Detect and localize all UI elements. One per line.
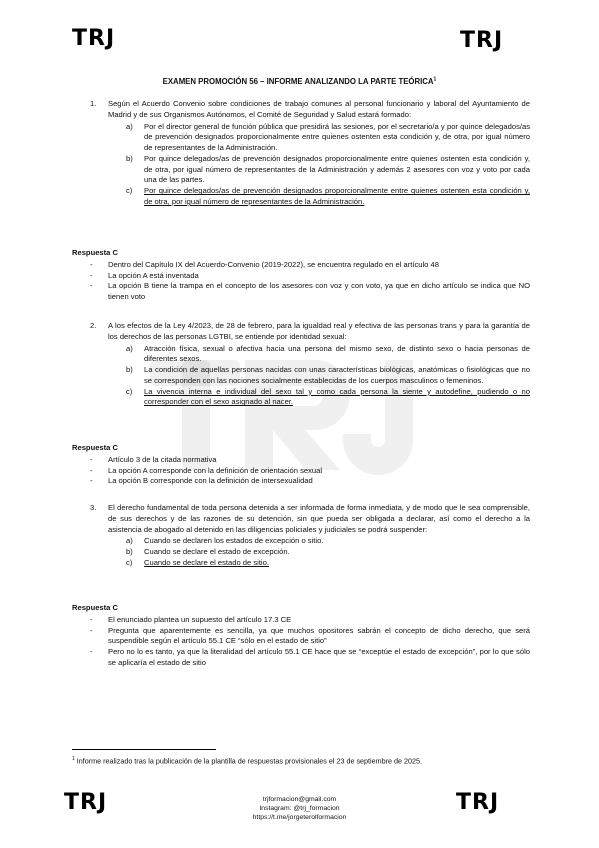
bullet-dash: - — [90, 465, 93, 475]
response-3-block — [72, 603, 530, 669]
question-number: 1. — [90, 99, 97, 108]
bullet-dash: - — [90, 647, 93, 657]
response-point-text: Pero no lo es tanto, ya que la literalidad del artículo 55.1 CE hace que se “exceptúe el estado de excepción”, por lo que sólo se aplicaría el estado de sitio — [108, 647, 530, 667]
brand-logo-top-right: TRJ — [460, 28, 504, 53]
option-letter: c) — [126, 186, 133, 196]
question-1 — [72, 99, 530, 121]
question-2-options — [72, 344, 530, 409]
response-point — [72, 281, 530, 303]
option-text: Cuando se declare el estado de excepción. — [144, 547, 290, 557]
response-title: Respuesta C — [72, 603, 119, 612]
option-text: La condición de aquellas personas nacidas con unas características biológicas, anatómicas o fisiológicas que no se corresponden con las nociones socialmente establecidas de los cuerpos masculinos o femeninos. — [144, 365, 530, 385]
contact-info — [0, 795, 599, 823]
option-text: Atracción física, sexual o afectiva hacia una persona del mismo sexo, de distinto sexo o hacia personas de diferentes sexos. — [144, 343, 530, 364]
option-text: Cuando se declaren los estados de excepción o sitio. — [144, 536, 324, 546]
document-title-text: EXAMEN PROMOCIÓN 56 – INFORME ANALIZANDO LA PARTE TEÓRICA — [162, 77, 434, 86]
bullet-dash: - — [90, 476, 93, 486]
option-letter: c) — [126, 557, 133, 567]
response-point — [72, 615, 530, 626]
question-text: A los efectos de la Ley 4/2023, de 28 de febrero, para la igualdad real y efectiva de las personas trans y para la garantía de los derechos de las personas LGTBI, se entiende por identidad sexual: — [108, 321, 530, 341]
option-letter: a) — [126, 343, 133, 353]
option-text: Por quince delegados/as de prevención designados proporcionalmente entre quienes ostenten esta condición y, de otra, por igual número de representantes de la Administración y además 2 asesores con voz y voto por cada una de las partes. — [144, 153, 530, 185]
document-title — [0, 76, 599, 87]
brand-logo-bottom-left: TRJ — [64, 790, 108, 815]
question-3-options — [72, 536, 530, 568]
brand-logo-bottom-right: TRJ — [456, 790, 500, 815]
response-point — [72, 647, 530, 669]
option-text: Por el director general de función pública que presidirá las sesiones, por el secretario/a y por quince delegados/as de prevención designados proporcionalmente entre quienes ostenten esta condición y, de otra, por igual número de representantes de la Administración. — [144, 121, 530, 153]
response-point-text: La opción B tiene la trampa en el concepto de los asesores con voz y con voto, ya que en dicho artículo se indica que NO tienen voto — [108, 281, 530, 302]
response-point — [72, 476, 530, 487]
response-point-text: La opción A está inventada — [108, 270, 199, 280]
response-point — [72, 466, 530, 477]
footnote-ref: 1 — [433, 76, 437, 83]
response-point-text: La opción A corresponde con la definición de orientación sexual — [108, 465, 323, 475]
bullet-dash: - — [90, 270, 93, 280]
response-point-text: El enunciado plantea un supuesto del artículo 17.3 CE — [108, 614, 292, 624]
option-b — [72, 365, 530, 387]
bullet-dash: - — [90, 614, 93, 624]
option-c-correct — [72, 387, 530, 409]
response-point-text: Pregunta que aparentemente es sencilla, ya que muchos opositores sabrán el concepto de dicho derecho, que será suspendible según el artículo 55.1 CE “sólo en el estado de sitio” — [108, 625, 530, 646]
bullet-dash: - — [90, 281, 93, 291]
question-text: El derecho fundamental de toda persona detenida a ser informada de forma inmediata, y de modo que le sea comprensible, de sus derechos y de las razones de su detención, sin que pueda ser obligada a declarar, así como el derecho a la asistencia de abogado al detenido en las diligencias policiales y judiciales se podrá suspender: — [108, 503, 530, 534]
option-text: Cuando se declare el estado de sitio. — [144, 557, 269, 567]
response-point — [72, 260, 530, 271]
response-point-text: La opción B corresponde con la definición de intersexualidad — [108, 476, 313, 486]
response-2-block — [72, 443, 530, 487]
option-a — [72, 344, 530, 366]
option-c-correct — [72, 186, 530, 208]
footnote-text: Informe realizado tras la publicación de la plantilla de respuestas provisionales el 23 de septiembre de 2025. — [76, 756, 422, 766]
contact-telegram-link[interactable]: https://t.me/jorgeterolformacion — [252, 814, 347, 822]
response-point-text: Artículo 3 de la citada normativa — [108, 454, 217, 464]
response-title: Respuesta C — [72, 248, 119, 257]
option-letter: a) — [126, 121, 133, 131]
contact-instagram[interactable]: Instagram: @trj_formacion — [259, 805, 340, 813]
option-a — [72, 536, 530, 547]
response-point — [72, 271, 530, 282]
bullet-dash: - — [90, 259, 93, 269]
response-title: Respuesta C — [72, 443, 119, 452]
question-1-block — [72, 99, 530, 208]
brand-logo-top-left: TRJ — [72, 26, 116, 51]
question-3-block — [72, 503, 530, 569]
option-b — [72, 154, 530, 186]
question-2 — [72, 321, 530, 343]
option-letter: b) — [126, 547, 133, 557]
bullet-dash: - — [90, 625, 93, 635]
option-a — [72, 122, 530, 154]
option-letter: b) — [126, 365, 133, 375]
footnote-separator — [72, 749, 216, 750]
option-b — [72, 547, 530, 558]
response-point-text: Dentro del Capítulo IX del Acuerdo-Convenio (2019-2022), se encuentra regulado en el artículo 48 — [108, 259, 439, 269]
response-point — [72, 455, 530, 466]
question-text: Según el Acuerdo Convenio sobre condiciones de trabajo comunes al personal funcionario y laboral del Ayuntamiento de Madrid y de sus Organismos Autónomos, el Comité de Seguridad y Salud estará formado: — [108, 99, 530, 119]
option-text: La vivencia interna e individual del sexo tal y como cada persona la siente y autodefine, pudiendo o no corresponder con el sexo asignado al nacer. — [144, 386, 530, 407]
response-point — [72, 626, 530, 648]
question-3 — [72, 503, 530, 535]
option-text: Por quince delegados/as de prevención designados proporcionalmente entre quienes ostenten esta condición y, de otra, por igual número de representantes de la Administración. — [144, 186, 530, 207]
option-letter: a) — [126, 536, 133, 546]
contact-email[interactable]: trjformacion@gmail.com — [262, 796, 337, 803]
footnote-number: 1 — [72, 756, 75, 762]
option-letter: b) — [126, 153, 133, 163]
bullet-dash: - — [90, 454, 93, 464]
response-1-block — [72, 248, 530, 303]
footnote — [72, 756, 530, 767]
question-number: 2. — [90, 321, 97, 330]
option-letter: c) — [126, 386, 133, 396]
question-1-options — [72, 122, 530, 208]
question-2-block — [72, 321, 530, 408]
question-number: 3. — [90, 503, 97, 512]
option-c-correct — [72, 558, 530, 569]
